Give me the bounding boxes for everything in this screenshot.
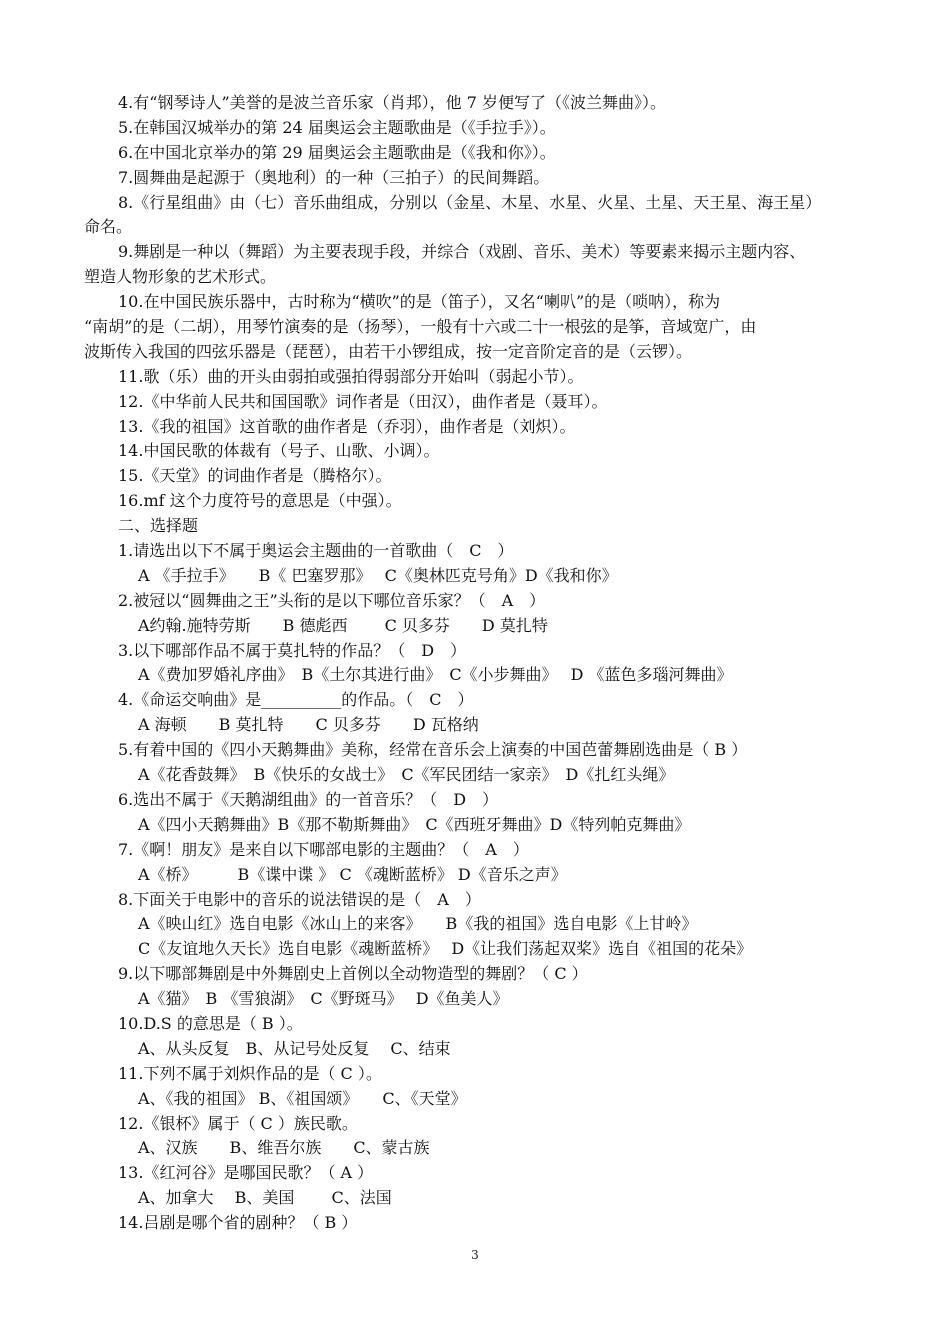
text-line: A约翰.施特劳斯 B 德彪西 C 贝多芬 D 莫扎特 [138, 615, 548, 635]
text-line: A《花香鼓舞》 B《快乐的女战士》 C《军民团结一家亲》 D《扎红头绳》 [138, 765, 675, 785]
text-line: 13.《红河谷》是哪国民歌？（ A ） [118, 1163, 374, 1183]
text-line: 8.下面关于电影中的音乐的说法错误的是（ A ） [118, 889, 481, 909]
text-line: 11.歌（乐）曲的开头由弱拍或强拍得弱部分开始叫（弱起小节）。 [118, 366, 584, 386]
text-line: A《费加罗婚礼序曲》 B《土尔其进行曲》 C《小步舞曲》 D 《蓝色多瑙河舞曲》 [138, 665, 733, 685]
text-line: 13.《我的祖国》这首歌的曲作者是（乔羽），曲作者是（刘炽）。 [118, 416, 576, 436]
text-line: 波斯传入我国的四弦乐器是（琵琶），由若干小锣组成，按一定音阶定音的是（云锣）。 [84, 341, 693, 361]
text-line: 二、选择题 [118, 516, 199, 536]
text-line: A、加拿大 B、美国 C、法国 [138, 1188, 392, 1208]
page-content [84, 91, 884, 1236]
text-line: 7.圆舞曲是起源于（奥地利）的一种（三拍子）的民间舞蹈。 [118, 167, 550, 187]
text-line: 14.中国民歌的体裁有（号子、山歌、小调）。 [118, 441, 440, 461]
text-line: A《猫》 B 《雪狼湖》 C《野斑马》 D《鱼美人》 [138, 989, 509, 1009]
text-line: 6.在中国北京举办的第 29 届奥运会主题歌曲是（《我和你》）。 [118, 142, 556, 162]
text-line: “南胡”的是（二胡），用琴竹演奏的是（扬琴），一般有十六或二十一根弦的是筝，音域宽广，由 [84, 317, 757, 337]
text-line: 命名。 [84, 217, 133, 237]
text-line: 5.有着中国的《四小天鹅舞曲》美称，经常在音乐会上演奏的中国芭蕾舞剧选曲是（ B ） [118, 740, 748, 760]
text-line: 7.《啊！朋友》是来自以下哪部电影的主题曲？（ A ） [118, 839, 529, 859]
text-line: A《四小天鹅舞曲》B《那不勒斯舞曲》 C《西班牙舞曲》D《特列帕克舞曲》 [138, 814, 691, 834]
text-line: 5.在韩国汉城举办的第 24 届奥运会主题歌曲是（《手拉手》）。 [118, 117, 556, 137]
text-line: 6.选出不属于《天鹅湖组曲》的一首音乐？（ D ） [118, 789, 499, 809]
text-line: A 海顿 B 莫扎特 C 贝多芬 D 瓦格纳 [138, 715, 479, 735]
text-line: 塑造人物形象的艺术形式。 [84, 267, 277, 287]
text-line: 4.《命运交响曲》是__________的作品。（ C ） [118, 690, 474, 710]
text-line: A 《手拉手》 B《 巴塞罗那》 C《奥林匹克号角》D《我和你》 [138, 565, 618, 585]
text-line: 12.《中华前人民共和国国歌》词作者是（田汉），曲作者是（聂耳）。 [118, 391, 608, 411]
text-line: 8.《行星组曲》由（七）音乐曲组成，分别以（金星、木星、水星、火星、土星、天王星、海王星） [118, 192, 822, 212]
text-line: A《桥》 B《谍中谍 》 C 《魂断蓝桥》 D《音乐之声》 [138, 864, 567, 884]
page-number: 3 [471, 1248, 479, 1262]
text-line: 3.以下哪部作品不属于莫扎特的作品？（ D ） [118, 640, 467, 660]
text-line: 15.《天堂》的词曲作者是（腾格尔）。 [118, 466, 392, 486]
text-line: A、从头反复 B、从记号处反复 C、结束 [138, 1038, 451, 1058]
text-line: 12.《银杯》属于（ C ）族民歌。 [118, 1113, 358, 1133]
text-line: A、汉族 B、维吾尔族 C、蒙古族 [138, 1138, 430, 1158]
text-line: 16.mf 这个力度符号的意思是（中强）。 [118, 491, 402, 511]
text-line: 14.吕剧是哪个省的剧种？（ B ） [118, 1213, 358, 1233]
text-line: 11.下列不属于刘炽作品的是（ C ）。 [118, 1063, 382, 1083]
text-line: 9.以下哪部舞剧是中外舞剧史上首例以全动物造型的舞剧？（ C ） [118, 964, 588, 984]
text-line: 9.舞剧是一种以（舞蹈）为主要表现手段，并综合（戏剧、音乐、美术）等要素来揭示主题内容、 [118, 242, 806, 262]
text-line: A《映山红》选自电影《冰山上的来客》 B《我的祖国》选自电影《上甘岭》 [138, 914, 698, 934]
text-line: C《友谊地久天长》选自电影《魂断蓝桥》 D《让我们荡起双桨》选自《祖国的花朵》 [138, 939, 753, 959]
text-line: 2.被冠以“圆舞曲之王”头衔的是以下哪位音乐家？（ A ） [118, 590, 546, 610]
text-line: 10.D.S 的意思是（ B ）。 [118, 1013, 303, 1033]
text-line: 10.在中国民族乐器中，古时称为“横吹”的是（笛子），又名“喇叭”的是（唢呐），称为 [118, 292, 721, 312]
text-line: 1.请选出以下不属于奥运会主题曲的一首歌曲（ C ） [118, 541, 514, 561]
text-line: 4.有“钢琴诗人”美誉的是波兰音乐家（肖邦），他 7 岁便写了（《波兰舞曲》）。 [118, 93, 666, 112]
text-line: A、《我的祖国》 B、《祖国颂》 C、《天堂》 [138, 1088, 467, 1108]
